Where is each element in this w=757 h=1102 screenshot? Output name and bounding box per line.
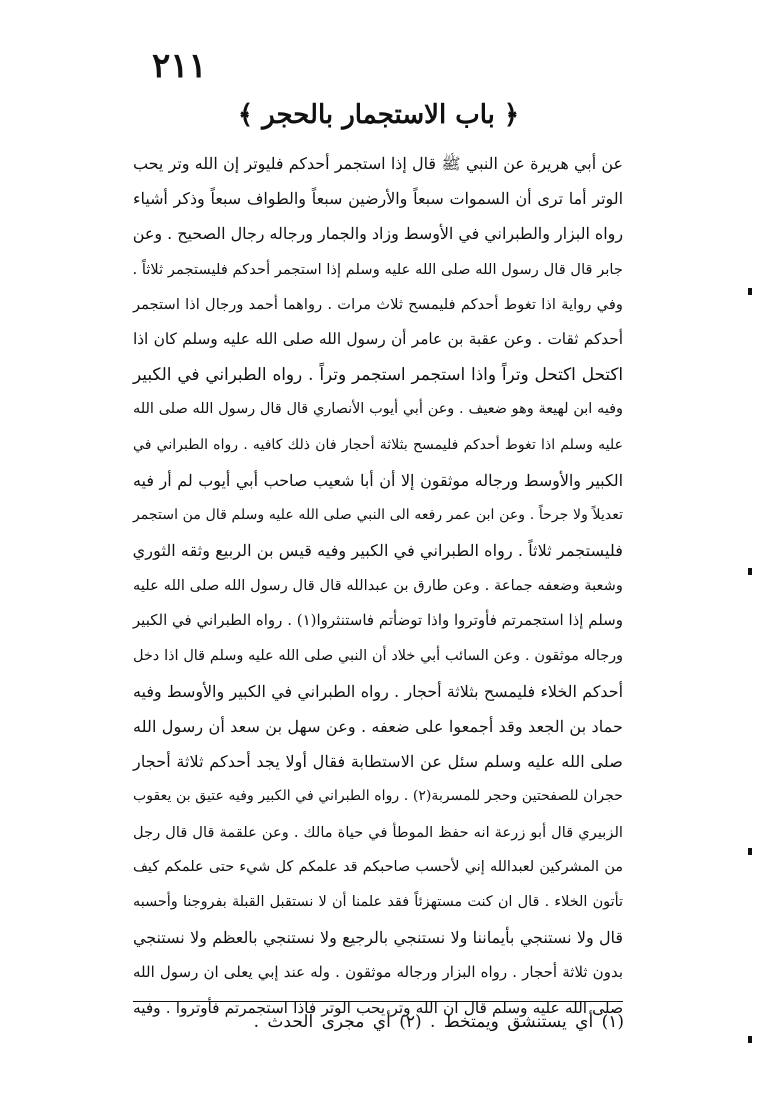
margin-mark <box>748 288 752 295</box>
text-line: وفي رواية اذا تغوط أحدكم فليمسح ثلاث مرات . رواهما أحمد ورجال اذا استجمر <box>133 295 623 313</box>
text-line: من المشركين لعبدالله إني لأحسب صاحبكم قد علمكم كل شيء حتى علمكم كيف <box>133 858 623 875</box>
text-line: جابر قال قال رسول الله صلى الله عليه وسلم إذا استجمر أحدكم فليستجمر ثلاثاً . <box>132 260 623 278</box>
text-line: قال ولا نستنجي بأيماننا ولا نستنجي بالرجيع ولا نستنجي بالعظم ولا نستنجي <box>133 928 623 948</box>
text-line: الكبير والأوسط ورجاله موثقون إلا أن أبا شعيب صاحب أبي أيوب لم أر فيه <box>133 470 623 490</box>
text-line: حماد بن الجعد وقد أجمعوا على ضعفه . وعن سهل بن سعد أن رسول الله <box>133 717 623 736</box>
text-line: وشعبة وضعفه جماعة . وعن طارق بن عبدالله قال قال رسول الله صلى الله عليه <box>133 577 623 595</box>
text-line: وسلم إذا استجمرتم فأوتروا واذا توضأتم فاستنثروا(١) . رواه الطبراني في الكبير <box>132 611 623 630</box>
text-line: وفيه ابن لهيعة وهو ضعيف . وعن أبي أيوب الأنصاري قال قال رسول الله صلى الله <box>133 401 623 418</box>
text-line: أحدكم الخلاء فليمسح بثلاثة أحجار . رواه الطبراني في الكبير والأوسط وفيه <box>133 681 623 701</box>
text-line: بدون ثلاثة أحجار . رواه البزار ورجاله موثقون . وله عند إبي يعلى ان رسول الله <box>133 963 623 982</box>
text-line: اكتحل اكتحل وتراً واذا استجمر استجمر وتراً . رواه الطبراني في الكبير <box>133 364 623 385</box>
text-line: صلى الله عليه وسلم سئل عن الاستطابة فقال أولا يجد أحدكم ثلاثة أحجار <box>133 752 623 772</box>
text-line: الزبيري قال أبو زرعة انه حفظ الموطأ في حياة مالك . وعن علقمة قال قال رجل <box>133 823 623 841</box>
text-line: عن أبي هريرة عن النبي ﷺ قال إذا استجمر أحدكم فليوتر إن الله وتر يحب <box>133 154 623 173</box>
text-line: فليستجمر ثلاثاً . رواه الطبراني في الكبير وفيه قيس بن الربيع وثقه الثوري <box>132 541 623 561</box>
margin-mark <box>748 848 752 855</box>
text-line: ورجاله موثقون . وعن السائب أبي خلاد أن النبي صلى الله عليه وسلم قال اذا دخل <box>133 647 623 664</box>
footnotes: (١) أي يستنشق ويمتخط . (٢) أي مجرى الحدث . <box>253 1012 624 1032</box>
text-line: تأتون الخلاء . قال ان كنت مستهزئاً فقد علمنا أن لا نستقبل القبلة بفروجنا وأحسبه <box>133 893 623 910</box>
text-line: صلى الله عليه وسلم قال ان الله وتر يحب الوتر فاذا استجمرتم فأوتروا . وفيه <box>133 998 623 1017</box>
text-line: رواه البزار والطبراني في الأوسط وزاد والجمار ورجاله رجال الصحيح . وعن <box>132 224 623 244</box>
text-line: عليه وسلم اذا تغوط أحدكم فليمسح بثلاثة أحجار فان ذلك كافيه . رواه الطبراني في <box>133 436 623 453</box>
chapter-title: ﴿ باب الاستجمار بالحجر ﴾ <box>237 100 520 130</box>
body-text <box>133 146 623 1026</box>
footnote-rule <box>133 1001 623 1002</box>
margin-mark <box>748 1036 752 1043</box>
margin-mark <box>748 568 752 575</box>
text-line: حجران للصفحتين وحجر للمسربة(٢) . رواه الطبراني في الكبير وفيه عتيق بن يعقوب <box>133 788 623 805</box>
text-line: الوتر أما ترى أن السموات سبعاً والأرضين سبعاً والطواف سبعاً وذكر أشياء <box>133 189 623 209</box>
page-number: ٢١١ <box>152 46 207 86</box>
text-line: تعديلاً ولا جرحاً . وعن ابن عمر رفعه الى النبي صلى الله عليه وسلم قال من استجمر <box>133 506 623 523</box>
text-line: أحدكم ثقات . وعن عقبة بن عامر أن رسول الله صلى الله عليه وسلم كان اذا <box>133 329 623 348</box>
